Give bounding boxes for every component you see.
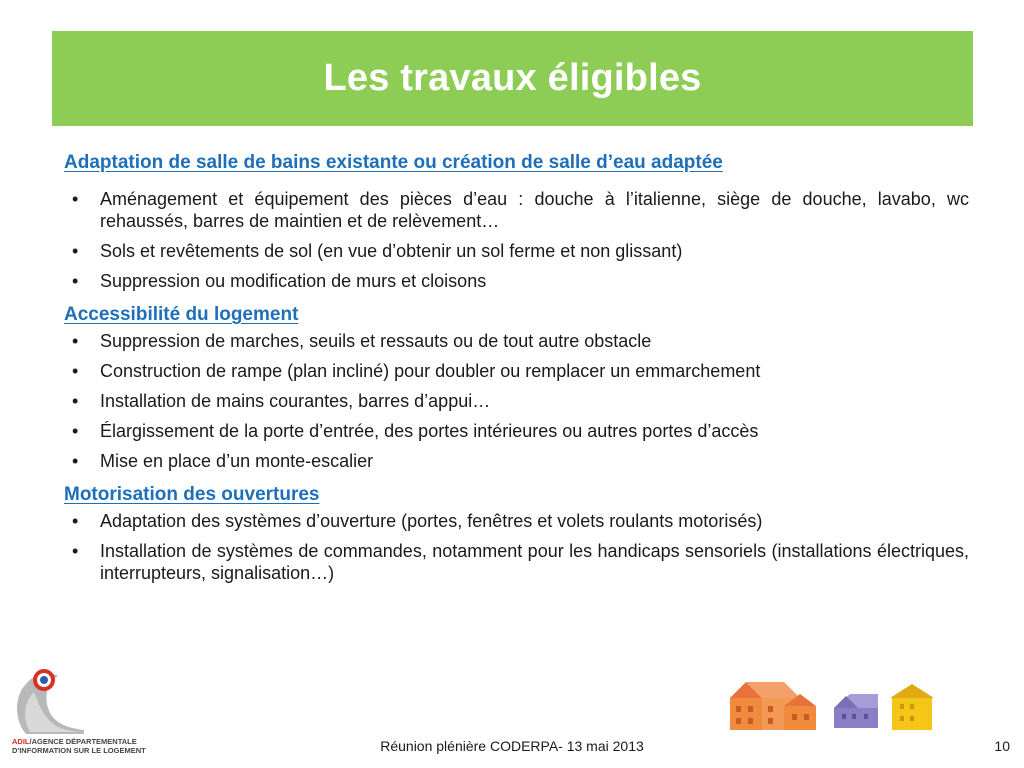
section-motorization: [64, 482, 969, 584]
list-item: [64, 240, 969, 262]
bullet-icon: •: [72, 361, 79, 381]
section-heading: Accessibilité du logement: [64, 304, 299, 325]
houses-illustration: [724, 676, 939, 732]
list-item: [64, 188, 969, 232]
list-item-text: Mise en place d’un monte-escalier: [100, 451, 374, 471]
yellow-house-icon: [890, 684, 934, 730]
bullet-icon: •: [72, 271, 79, 291]
slide-content: [64, 150, 969, 592]
list-item: [64, 420, 969, 442]
bullet-icon: •: [72, 451, 79, 471]
bullet-list: [64, 510, 969, 584]
logo-line-1: /AGENCE DÉPARTEMENTALE: [29, 737, 137, 746]
section-bathroom: [64, 150, 969, 292]
list-item: [64, 390, 969, 412]
list-item-text: Installation de mains courantes, barres d’appui…: [100, 391, 491, 411]
bird-logo-icon: [8, 662, 98, 740]
bullet-icon: •: [72, 241, 79, 261]
list-item: [64, 540, 969, 584]
bullet-list: [64, 188, 969, 292]
slide-title: Les travaux éligibles: [323, 57, 702, 99]
list-item-text: Élargissement de la porte d’entrée, des portes intérieures ou autres portes d’accès: [100, 421, 759, 441]
title-banner: [52, 31, 973, 126]
bullet-icon: •: [72, 189, 79, 209]
list-item-text: Adaptation des systèmes d’ouverture (portes, fenêtres et volets roulants motorisés): [100, 511, 763, 531]
list-item: [64, 270, 969, 292]
logo-line-2: D'INFORMATION SUR LE LOGEMENT: [12, 746, 146, 755]
section-heading: Motorisation des ouvertures: [64, 484, 320, 505]
section-heading: Adaptation de salle de bains existante ou création de salle d’eau adaptée: [64, 152, 723, 173]
list-item-text: Installation de systèmes de commandes, notamment pour les handicaps sensoriels (installations électriques, interrupteurs, signalisation…): [100, 541, 969, 583]
list-item-text: Sols et revêtements de sol (en vue d’obtenir un sol ferme et non glissant): [100, 241, 683, 261]
list-item: [64, 360, 969, 382]
bullet-icon: •: [72, 511, 79, 531]
list-item-text: Suppression ou modification de murs et cloisons: [100, 271, 487, 291]
page-number: 10: [994, 738, 1010, 754]
list-item: [64, 510, 969, 532]
list-item: [64, 450, 969, 472]
bullet-icon: •: [72, 541, 79, 561]
orange-houses-icon: [730, 682, 816, 730]
list-item-text: Suppression de marches, seuils et ressauts ou de tout autre obstacle: [100, 331, 652, 351]
bullet-icon: •: [72, 421, 79, 441]
section-accessibility: [64, 302, 969, 472]
bullet-icon: •: [72, 331, 79, 351]
list-item-text: Aménagement et équipement des pièces d’eau : douche à l’italienne, siège de douche, lavabo, wc rehaussés, barres de maintien et de relèvement…: [100, 189, 969, 231]
list-item: [64, 330, 969, 352]
purple-house-icon: [834, 694, 878, 728]
logo-brand: ADIL: [12, 737, 30, 746]
bullet-list: [64, 330, 969, 472]
bullet-icon: •: [72, 391, 79, 411]
list-item-text: Construction de rampe (plan incliné) pour doubler ou remplacer un emmarchement: [100, 361, 761, 381]
footer-text: Réunion plénière CODERPA- 13 mai 2013: [380, 738, 644, 754]
